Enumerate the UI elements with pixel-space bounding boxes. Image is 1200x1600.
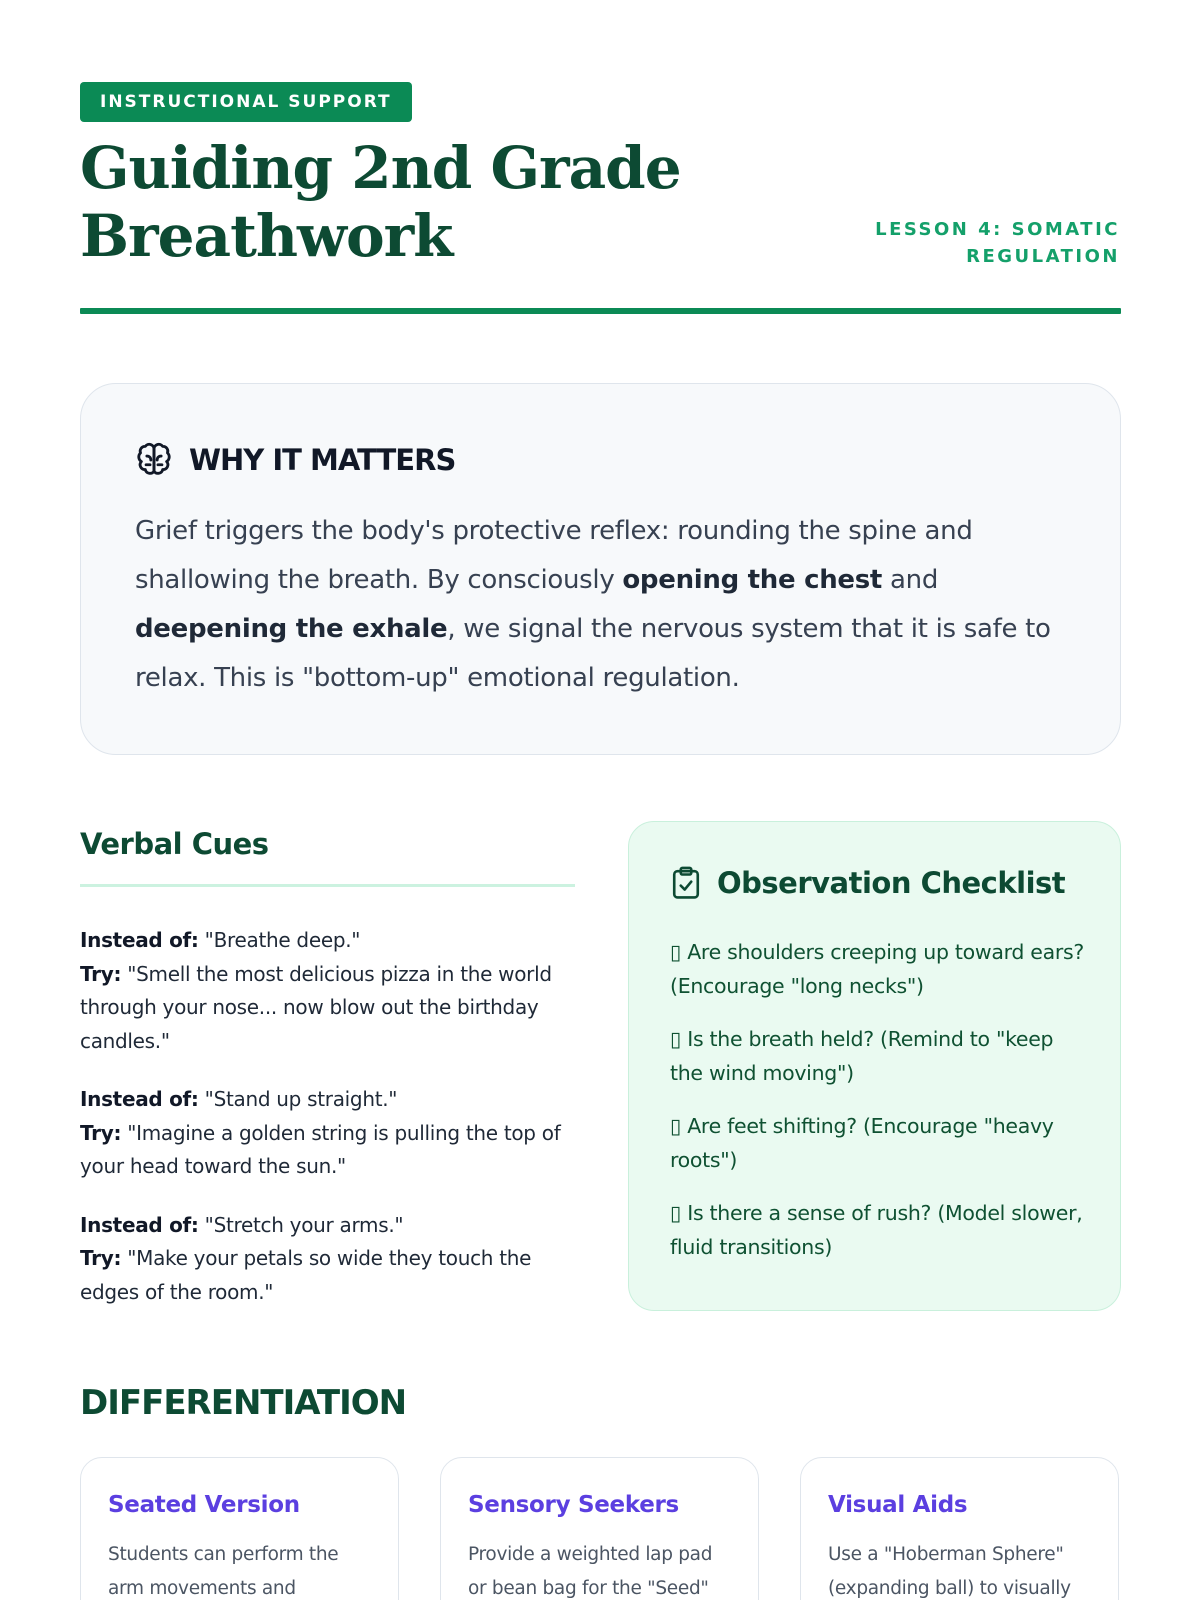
diff-card-title: Seated Version — [108, 1492, 300, 1518]
why-body — [135, 507, 1070, 703]
diff-card-seated — [80, 1457, 399, 1600]
why-text-3: , we signal the nervous system that it is safe to relax. This is "bottom-up" emotional regulation. — [135, 614, 1051, 693]
diff-card-title: Sensory Seekers — [468, 1492, 679, 1518]
why-header — [135, 441, 455, 479]
diff-card-text: Use a "Hoberman Sphere" (expanding ball) to visually — [828, 1544, 1071, 1599]
why-emphasis-1: opening the chest — [622, 565, 883, 595]
category-badge: INSTRUCTIONAL SUPPORT — [80, 82, 412, 122]
why-text-1: Grief triggers the body's protective reflex: rounding the spine and shallowing the breath. By consciously — [135, 516, 973, 595]
try-text: "Make your petals so wide they touch the edges of the room." — [80, 1246, 532, 1304]
diff-card-text: Students can perform the arm movements and — [108, 1544, 339, 1599]
checklist-item[interactable]: ▯ Are shoulders creeping up toward ears? (Encourage "long necks") — [670, 940, 1084, 998]
cue-list — [80, 924, 580, 1309]
try-text: "Smell the most delicious pizza in the world through your nose... now blow out the birthday candles." — [80, 961, 552, 1053]
verbal-cues-title: Verbal Cues — [80, 827, 269, 861]
diff-card-visual — [800, 1457, 1119, 1600]
differentiation-cards — [80, 1457, 1121, 1600]
checklist-header — [671, 866, 1065, 900]
try-label: Try: — [80, 1120, 122, 1145]
checklist-item[interactable]: ▯ Is there a sense of rush? (Model slower, fluid transitions) — [670, 1201, 1083, 1259]
cue-item — [80, 924, 580, 1058]
diff-card-text: Provide a weighted lap pad or bean bag for the "Seed" — [468, 1544, 713, 1599]
instead-text: "Stretch your arms." — [198, 1212, 404, 1237]
checklist — [670, 935, 1085, 1264]
why-emphasis-2: deepening the exhale — [135, 614, 448, 644]
instead-label: Instead of: — [80, 1212, 199, 1237]
instead-text: "Stand up straight." — [198, 1087, 398, 1111]
instead-text: "Breathe deep." — [198, 928, 361, 952]
why-text-2: and — [882, 565, 939, 595]
observation-checklist-card — [628, 821, 1121, 1311]
verbal-cues-section — [80, 822, 575, 1304]
page-title: Guiding 2nd Grade Breathwork — [80, 134, 681, 270]
why-title: WHY IT MATTERS — [189, 443, 456, 477]
checklist-item[interactable]: ▯ Is the breath held? (Remind to "keep the wind moving") — [670, 1027, 1054, 1085]
differentiation-title: DIFFERENTIATION — [80, 1383, 407, 1423]
checklist-title: Observation Checklist — [717, 866, 1066, 900]
cue-item — [80, 1209, 580, 1310]
instead-label: Instead of: — [80, 1087, 199, 1111]
checklist-item[interactable]: ▯ Are feet shifting? (Encourage "heavy roots") — [670, 1114, 1054, 1172]
why-it-matters-card — [80, 383, 1121, 755]
try-label: Try: — [80, 961, 122, 986]
diff-card-title: Visual Aids — [828, 1492, 968, 1518]
try-text: "Imagine a golden string is pulling the top of your head toward the sun." — [80, 1120, 561, 1178]
clipboard-check-icon — [671, 866, 701, 900]
lesson-label: LESSON 4: SOMATIC REGULATION — [875, 219, 1120, 267]
instead-label: Instead of: — [80, 928, 199, 952]
brain-icon — [135, 441, 173, 479]
try-label: Try: — [80, 1246, 122, 1270]
header-divider — [80, 308, 1121, 314]
diff-card-sensory — [440, 1457, 759, 1600]
verbal-cues-divider — [80, 884, 575, 887]
page — [80, 0, 1120, 1600]
cue-item — [80, 1083, 580, 1184]
